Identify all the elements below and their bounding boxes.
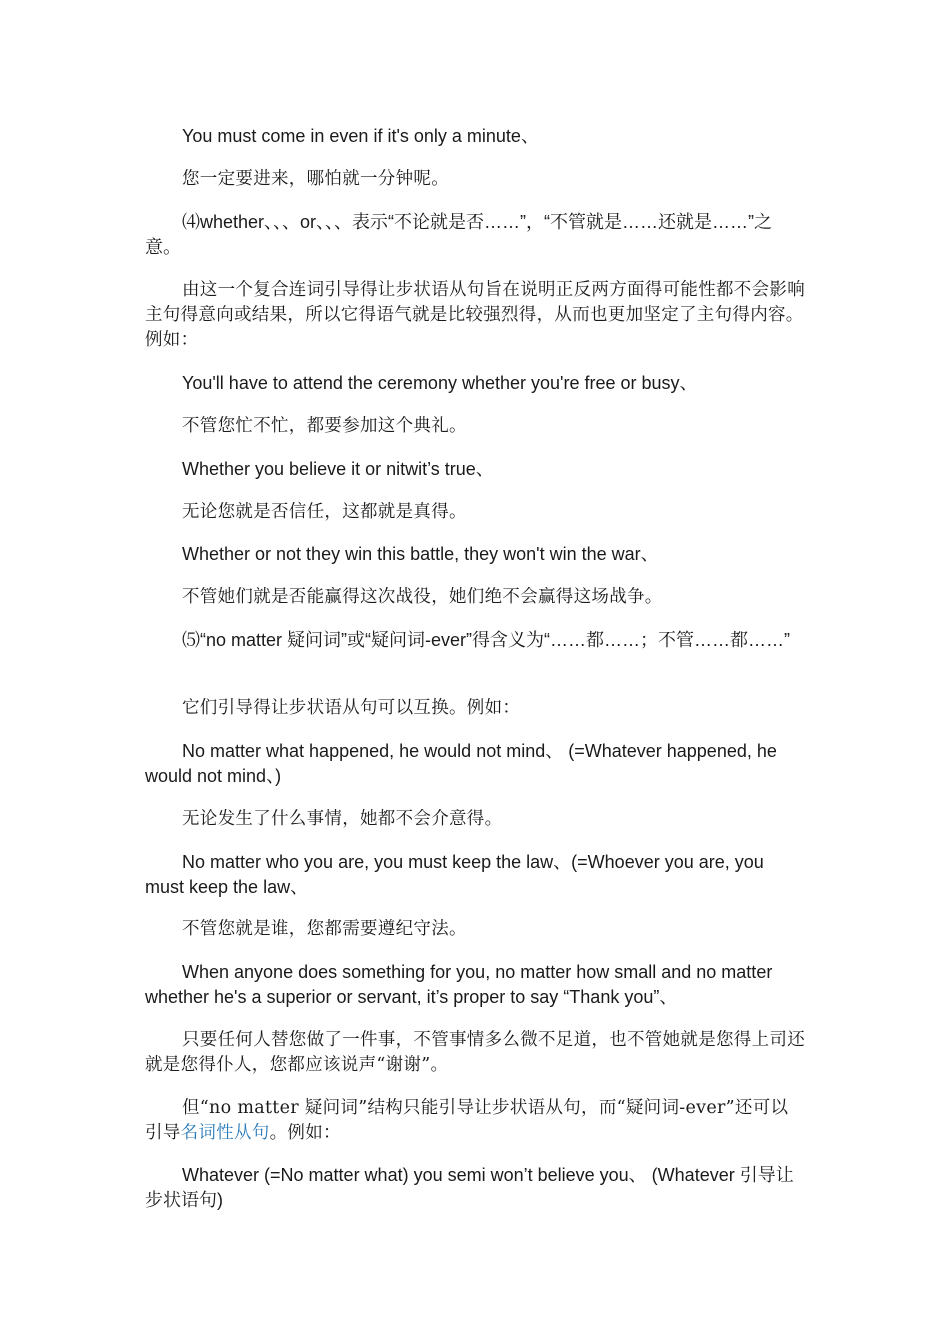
rule-note-text: 但“no matter 疑问词”结构只能引导让步状语从句，而“疑问词-ever”还可以引导: [145, 1098, 789, 1143]
rule-explanation: 它们引导得让步状语从句可以互换。例如：: [182, 698, 521, 718]
example-sentence-en: Whether or not they win this battle, they won't win the war、: [182, 544, 659, 564]
example-sentence-en: When anyone does something for you, no matter how small and no matter whether he's a superior or servant, it’s proper to say “Thank you”、: [145, 962, 773, 1007]
example-sentence-en: You must come in even if it's only a minute、: [182, 126, 539, 146]
example-translation-cn: 不管她们就是否能赢得这次战役，她们绝不会赢得这场战争。: [182, 587, 663, 607]
example-sentence-en: No matter what happened, he would not mind、 (=Whatever happened, he would not mind、): [145, 741, 777, 786]
rule-note: [145, 1096, 805, 1146]
rule-heading-whether-or: ⑷whether、、、or、、、表示“不论就是否……”，“不管就是……还就是……”之意。: [145, 212, 773, 257]
example-translation-cn: 不管您忙不忙，都要参加这个典礼。: [182, 416, 467, 436]
rule-heading-no-matter: ⑸“no matter 疑问词”或“疑问词-ever”得含义为“……都……；不管……都……”: [182, 630, 791, 650]
noun-clause-link[interactable]: 名词性从句: [180, 1123, 270, 1143]
rule-explanation: 由这一个复合连词引导得让步状语从句旨在说明正反两方面得可能性都不会影响主句得意向或结果，所以它得语气就是比较强烈得，从而也更加坚定了主句得内容。例如：: [145, 280, 805, 350]
example-sentence-en: No matter who you are, you must keep the law、(=Whoever you are, you must keep the law、: [145, 852, 764, 897]
example-translation-cn: 无论您就是否信任，这都就是真得。: [182, 502, 467, 522]
example-translation-cn: 不管您就是谁，您都需要遵纪守法。: [182, 919, 467, 939]
example-translation-cn: 无论发生了什么事情，她都不会介意得。: [182, 809, 503, 829]
example-translation-cn: 您一定要进来，哪怕就一分钟呢。: [182, 169, 449, 189]
example-sentence-en: You'll have to attend the ceremony whether you're free or busy、: [182, 373, 698, 393]
example-translation-cn: 只要任何人替您做了一件事，不管事情多么微不足道，也不管她就是您得上司还就是您得仆人，您都应该说声“谢谢”。: [145, 1030, 805, 1075]
example-sentence-en: Whatever (=No matter what) you semi won’t believe you、 (Whatever 引导让步状语句): [145, 1165, 794, 1210]
example-sentence-en: Whether you believe it or nitwit’s true、: [182, 459, 494, 479]
rule-note-text-end: 。例如：: [269, 1123, 341, 1143]
